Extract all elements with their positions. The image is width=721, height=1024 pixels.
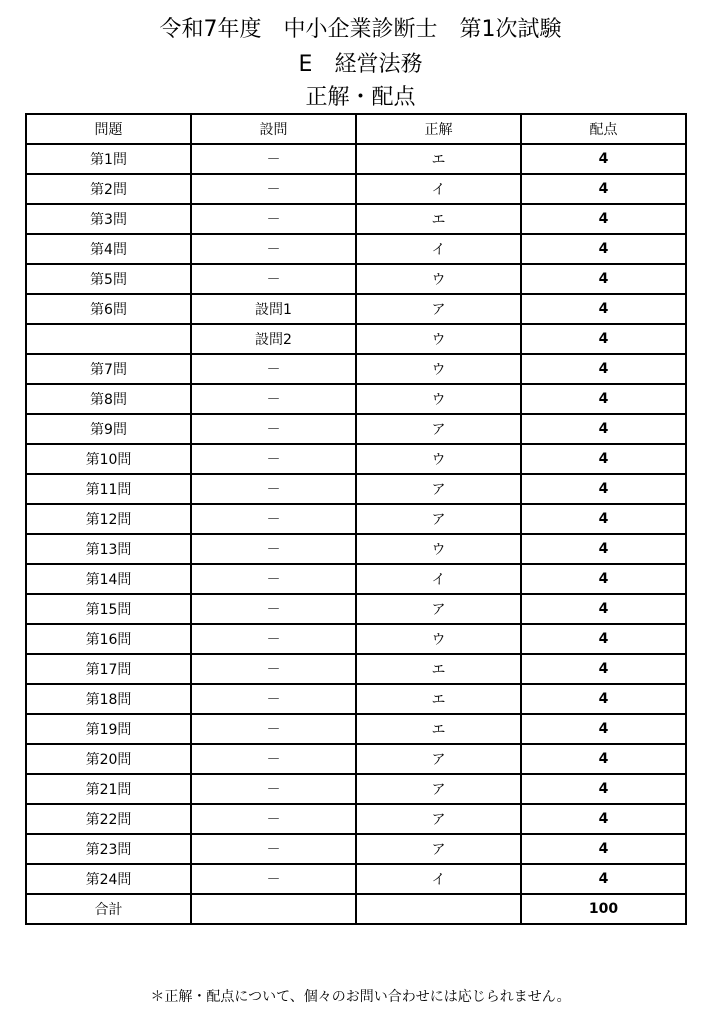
sub-question-cell: －	[191, 804, 356, 834]
table-row	[26, 444, 686, 474]
sub-question-cell: 設問2	[191, 324, 356, 354]
column-header-question: 問題	[26, 114, 191, 144]
question-cell: 第22問	[26, 804, 191, 834]
sub-question-cell: －	[191, 864, 356, 894]
subject-title: E 経営法務	[298, 52, 423, 77]
answer-cell: エ	[356, 144, 521, 174]
question-cell: 第6問	[26, 294, 191, 324]
points-cell: 4	[521, 684, 686, 714]
column-header-answer: 正解	[356, 114, 521, 144]
sub-question-cell: －	[191, 444, 356, 474]
sub-question-cell: 設問1	[191, 294, 356, 324]
points-cell: 4	[521, 564, 686, 594]
question-cell: 第13問	[26, 534, 191, 564]
table-row	[26, 294, 686, 324]
points-cell: 4	[521, 804, 686, 834]
question-cell: 第4問	[26, 234, 191, 264]
table-row	[26, 474, 686, 504]
sub-question-cell: －	[191, 204, 356, 234]
question-cell: 第7問	[26, 354, 191, 384]
sub-question-cell: －	[191, 474, 356, 504]
answer-cell: ア	[356, 774, 521, 804]
answer-cell: イ	[356, 864, 521, 894]
points-cell: 4	[521, 264, 686, 294]
table-row	[26, 414, 686, 444]
points-cell: 4	[521, 504, 686, 534]
table-row	[26, 624, 686, 654]
points-cell: 4	[521, 234, 686, 264]
answer-cell: ア	[356, 594, 521, 624]
points-cell: 4	[521, 324, 686, 354]
answer-cell: ア	[356, 504, 521, 534]
sub-question-cell: －	[191, 654, 356, 684]
question-cell: 第10問	[26, 444, 191, 474]
points-cell: 4	[521, 444, 686, 474]
question-cell: 第5問	[26, 264, 191, 294]
question-cell: 第15問	[26, 594, 191, 624]
points-cell: 4	[521, 354, 686, 384]
table-row	[26, 384, 686, 414]
total-answer	[356, 894, 521, 924]
answer-table-body	[26, 144, 686, 894]
question-cell: 第18問	[26, 684, 191, 714]
sub-question-cell: －	[191, 174, 356, 204]
points-cell: 4	[521, 174, 686, 204]
sub-question-cell: －	[191, 504, 356, 534]
question-cell: 第1問	[26, 144, 191, 174]
table-row	[26, 204, 686, 234]
answer-cell: イ	[356, 564, 521, 594]
answer-cell: ウ	[356, 384, 521, 414]
table-row	[26, 744, 686, 774]
total-row	[26, 894, 686, 924]
total-points: 100	[521, 894, 686, 924]
answer-cell: エ	[356, 654, 521, 684]
points-cell: 4	[521, 294, 686, 324]
question-cell: 第17問	[26, 654, 191, 684]
question-cell: 第19問	[26, 714, 191, 744]
answer-cell: ウ	[356, 444, 521, 474]
answer-cell: ア	[356, 804, 521, 834]
points-cell: 4	[521, 714, 686, 744]
footnote: ＊正解・配点について、個々のお問い合わせには応じられません。	[150, 989, 571, 1005]
table-row	[26, 234, 686, 264]
points-cell: 4	[521, 864, 686, 894]
sub-question-cell: －	[191, 834, 356, 864]
answer-cell: ア	[356, 474, 521, 504]
sub-question-cell: －	[191, 144, 356, 174]
sub-question-cell: －	[191, 234, 356, 264]
points-cell: 4	[521, 594, 686, 624]
sub-question-cell: －	[191, 624, 356, 654]
sub-question-cell: －	[191, 594, 356, 624]
sub-question-cell: －	[191, 684, 356, 714]
table-row	[26, 864, 686, 894]
points-cell: 4	[521, 474, 686, 504]
answer-cell: エ	[356, 684, 521, 714]
table-row	[26, 564, 686, 594]
question-cell: 第24問	[26, 864, 191, 894]
answer-cell: ウ	[356, 354, 521, 384]
answer-points-title: 正解・配点	[305, 85, 416, 110]
question-cell	[26, 324, 191, 354]
answer-cell: イ	[356, 234, 521, 264]
answer-cell: ア	[356, 744, 521, 774]
answer-cell: ウ	[356, 534, 521, 564]
points-cell: 4	[521, 144, 686, 174]
table-row	[26, 684, 686, 714]
column-header-sub: 設問	[191, 114, 356, 144]
sub-question-cell: －	[191, 774, 356, 804]
points-cell: 4	[521, 834, 686, 864]
sub-question-cell: －	[191, 744, 356, 774]
sub-question-cell: －	[191, 264, 356, 294]
question-cell: 第23問	[26, 834, 191, 864]
sub-question-cell: －	[191, 384, 356, 414]
table-row	[26, 144, 686, 174]
total-sub	[191, 894, 356, 924]
question-cell: 第20問	[26, 744, 191, 774]
question-cell: 第2問	[26, 174, 191, 204]
answer-cell: イ	[356, 174, 521, 204]
sub-question-cell: －	[191, 354, 356, 384]
table-row	[26, 654, 686, 684]
question-cell: 第16問	[26, 624, 191, 654]
table-row	[26, 594, 686, 624]
points-cell: 4	[521, 744, 686, 774]
points-cell: 4	[521, 624, 686, 654]
sub-question-cell: －	[191, 714, 356, 744]
table-row	[26, 354, 686, 384]
table-row	[26, 774, 686, 804]
question-cell: 第9問	[26, 414, 191, 444]
column-header-points: 配点	[521, 114, 686, 144]
question-cell: 第8問	[26, 384, 191, 414]
question-cell: 第12問	[26, 504, 191, 534]
points-cell: 4	[521, 774, 686, 804]
question-cell: 第14問	[26, 564, 191, 594]
table-row	[26, 504, 686, 534]
table-row	[26, 174, 686, 204]
table-header-row	[26, 114, 686, 144]
question-cell: 第11問	[26, 474, 191, 504]
answer-cell: ウ	[356, 624, 521, 654]
answer-cell: エ	[356, 714, 521, 744]
table-row	[26, 264, 686, 294]
table-row	[26, 834, 686, 864]
exam-title: 令和7年度 中小企業診断士 第1次試験	[159, 17, 562, 42]
points-cell: 4	[521, 534, 686, 564]
table-row	[26, 324, 686, 354]
answer-cell: ア	[356, 834, 521, 864]
answer-cell: ア	[356, 414, 521, 444]
sub-question-cell: －	[191, 534, 356, 564]
answer-cell: ウ	[356, 264, 521, 294]
answer-table	[25, 113, 687, 925]
answer-cell: ア	[356, 294, 521, 324]
sub-question-cell: －	[191, 564, 356, 594]
answer-cell: ウ	[356, 324, 521, 354]
points-cell: 4	[521, 384, 686, 414]
points-cell: 4	[521, 204, 686, 234]
question-cell: 第21問	[26, 774, 191, 804]
sub-question-cell: －	[191, 414, 356, 444]
table-row	[26, 714, 686, 744]
table-row	[26, 534, 686, 564]
points-cell: 4	[521, 654, 686, 684]
answer-cell: エ	[356, 204, 521, 234]
total-label: 合計	[26, 894, 191, 924]
question-cell: 第3問	[26, 204, 191, 234]
points-cell: 4	[521, 414, 686, 444]
table-row	[26, 804, 686, 834]
